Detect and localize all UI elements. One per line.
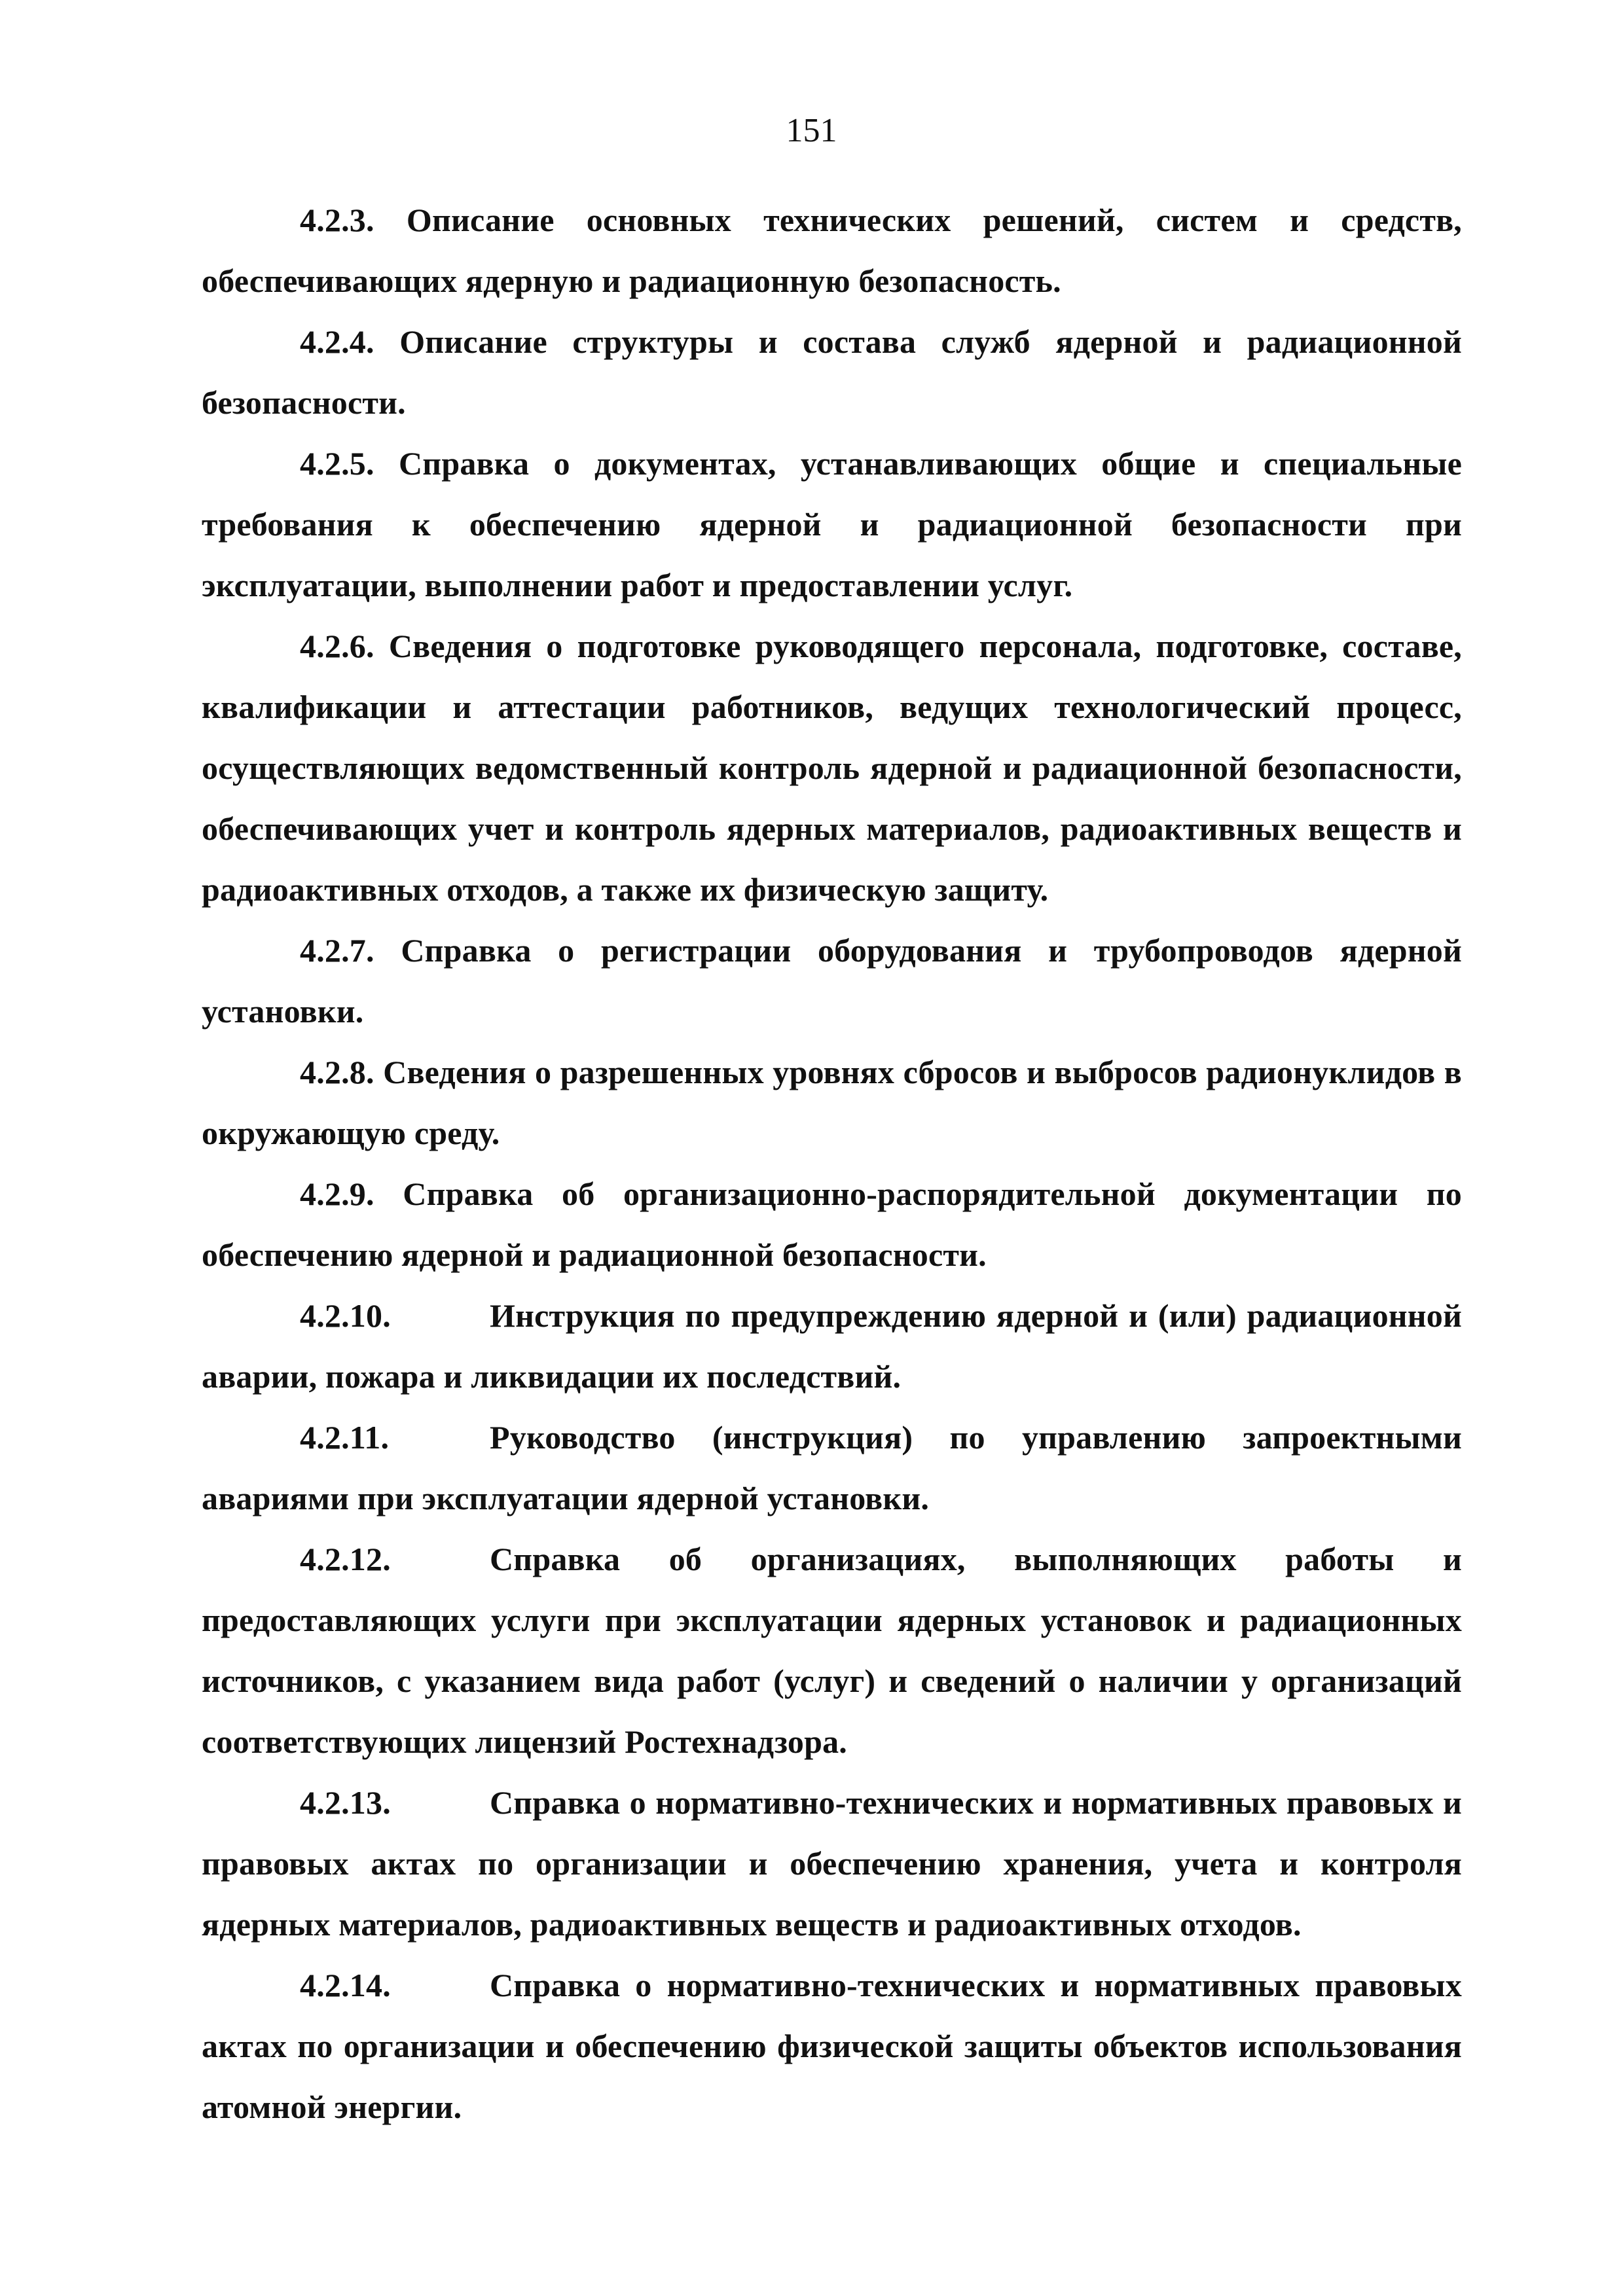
item-text: Сведения о подготовке руководящего персонала, подготовке, составе, квалификации и аттестации работников, ведущих технологический процесс, осуществляющих ведомственный контроль ядерной и радиационной безопасности, обеспечивающих учет и контроль ядерных материалов, радиоактивных веществ и радиоактивных отходов, а также их физическую защиту.	[202, 628, 1463, 908]
item-number: 4.2.8.	[300, 1054, 374, 1090]
item-number: 4.2.7.	[300, 932, 374, 969]
item-text: Сведения о разрешенных уровнях сбросов и выбросов радионуклидов в окружающую среду.	[202, 1054, 1462, 1151]
list-item-4-2-11	[202, 1407, 1462, 1529]
item-number: 4.2.11.	[300, 1419, 390, 1456]
item-text: Описание структуры и состава служб ядерной и радиационной безопасности.	[202, 323, 1462, 421]
list-item-4-2-12	[202, 1529, 1462, 1772]
list-item-4-2-8	[202, 1042, 1462, 1164]
item-text: Справка об организационно-распорядительной документации по обеспечению ядерной и радиационной безопасности.	[202, 1175, 1462, 1273]
item-text: Описание основных технических решений, систем и средств, обеспечивающих ядерную и радиационную безопасность.	[202, 202, 1462, 299]
item-number: 4.2.10.	[300, 1297, 391, 1334]
list-item-4-2-10	[202, 1285, 1462, 1407]
item-number: 4.2.3.	[300, 202, 374, 238]
item-text: Справка об организациях, выполняющих работы и предоставляющих услуги при эксплуатации ядерных установок и радиационных источников, с указанием вида работ (услуг) и сведений о наличии у организаций соответствующих лицензий Ростехнадзора.	[202, 1541, 1462, 1760]
list-item-4-2-13	[202, 1772, 1462, 1955]
item-number: 4.2.9.	[300, 1175, 374, 1212]
document-body	[202, 190, 1462, 2138]
list-item-4-2-6	[202, 616, 1462, 920]
list-item-4-2-7	[202, 920, 1462, 1042]
item-text: Справка о документах, устанавливающих общие и специальные требования к обеспечению ядерной и радиационной безопасности при эксплуатации, выполнении работ и предоставлении услуг.	[202, 445, 1463, 603]
item-number: 4.2.4.	[300, 323, 374, 360]
list-item-4-2-9	[202, 1164, 1462, 1285]
item-number: 4.2.13.	[300, 1784, 391, 1821]
item-text: Руководство (инструкция) по управлению запроектными авариями при эксплуатации ядерной установки.	[202, 1419, 1462, 1516]
item-text: Справка о регистрации оборудования и трубопроводов ядерной установки.	[202, 932, 1462, 1030]
item-text: Инструкция по предупреждению ядерной и (или) радиационной аварии, пожара и ликвидации их последствий.	[202, 1297, 1462, 1395]
list-item-4-2-4	[202, 312, 1462, 433]
item-number: 4.2.12.	[300, 1541, 391, 1577]
item-text: Справка о нормативно-технических и нормативных правовых и правовых актах по организации и обеспечению хранения, учета и контроля ядерных материалов, радиоактивных веществ и радиоактивных отходов.	[202, 1784, 1462, 1943]
item-number: 4.2.6.	[300, 628, 374, 664]
list-item-4-2-14	[202, 1955, 1462, 2138]
list-item-4-2-5	[202, 433, 1462, 616]
page-number: 151	[786, 112, 837, 149]
item-number: 4.2.5.	[300, 445, 374, 482]
list-item-4-2-3	[202, 190, 1462, 312]
item-number: 4.2.14.	[300, 1967, 391, 2003]
item-text: Справка о нормативно-технических и нормативных правовых актах по организации и обеспечению физической защиты объектов использования атомной энергии.	[202, 1967, 1462, 2125]
